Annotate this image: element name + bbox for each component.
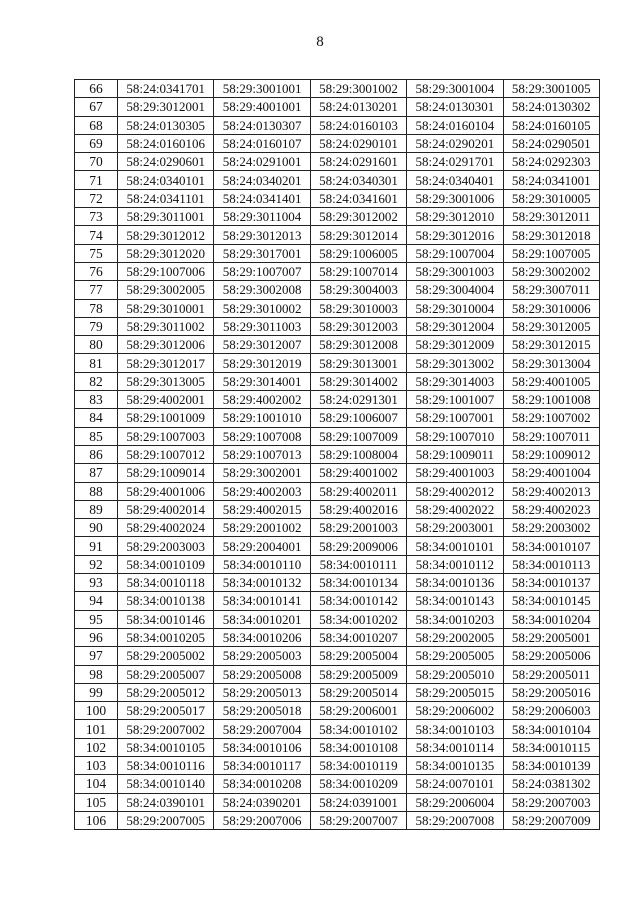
row-number: 66: [75, 80, 118, 98]
table-row: [75, 811, 600, 829]
row-number: 75: [75, 244, 118, 262]
cadastral-number-cell: 58:29:4002023: [503, 500, 599, 518]
table-row: [75, 226, 600, 244]
row-number: 82: [75, 372, 118, 390]
cadastral-number-cell: 58:29:4002001: [118, 391, 214, 409]
table-row: [75, 793, 600, 811]
cadastral-number-cell: 58:29:3010005: [503, 189, 599, 207]
row-number: 100: [75, 702, 118, 720]
cadastral-number-cell: 58:29:4002012: [407, 482, 503, 500]
cadastral-number-cell: 58:34:0010207: [310, 628, 406, 646]
cadastral-number-cell: 58:24:0160107: [214, 134, 310, 152]
cadastral-number-cell: 58:29:3001002: [310, 80, 406, 98]
cadastral-number-cell: 58:29:3012014: [310, 226, 406, 244]
cadastral-number-cell: 58:34:0010114: [407, 738, 503, 756]
table-row: [75, 116, 600, 134]
cadastral-number-cell: 58:29:3001006: [407, 189, 503, 207]
table-row: [75, 537, 600, 555]
row-number: 69: [75, 134, 118, 152]
cadastral-number-cell: 58:29:2007008: [407, 811, 503, 829]
table-row: [75, 354, 600, 372]
table-row: [75, 647, 600, 665]
cadastral-number-cell: 58:29:3001005: [503, 80, 599, 98]
cadastral-number-cell: 58:29:3002005: [118, 281, 214, 299]
cadastral-number-cell: 58:24:0341101: [118, 189, 214, 207]
cadastral-number-cell: 58:29:2007003: [503, 793, 599, 811]
cadastral-number-cell: 58:24:0130305: [118, 116, 214, 134]
cadastral-number-cell: 58:29:2006002: [407, 702, 503, 720]
row-number: 98: [75, 665, 118, 683]
table-row: [75, 482, 600, 500]
cadastral-number-cell: 58:34:0010112: [407, 555, 503, 573]
cadastral-number-cell: 58:29:3014001: [214, 372, 310, 390]
cadastral-number-cell: 58:34:0010206: [214, 628, 310, 646]
cadastral-quarters-table: [74, 79, 600, 830]
cadastral-number-cell: 58:34:0010106: [214, 738, 310, 756]
cadastral-number-cell: 58:24:0290201: [407, 134, 503, 152]
cadastral-number-cell: 58:29:1007006: [118, 262, 214, 280]
cadastral-number-cell: 58:34:0010134: [310, 574, 406, 592]
row-number: 72: [75, 189, 118, 207]
cadastral-number-cell: 58:29:3002002: [503, 262, 599, 280]
cadastral-number-cell: 58:29:3010003: [310, 299, 406, 317]
cadastral-number-cell: 58:29:2005011: [503, 665, 599, 683]
cadastral-number-cell: 58:24:0340301: [310, 171, 406, 189]
cadastral-number-cell: 58:34:0010103: [407, 720, 503, 738]
cadastral-number-cell: 58:34:0010142: [310, 592, 406, 610]
cadastral-number-cell: 58:29:2003003: [118, 537, 214, 555]
cadastral-number-cell: 58:34:0010118: [118, 574, 214, 592]
row-number: 102: [75, 738, 118, 756]
cadastral-number-cell: 58:29:1009012: [503, 445, 599, 463]
row-number: 71: [75, 171, 118, 189]
cadastral-number-cell: 58:29:3014002: [310, 372, 406, 390]
cadastral-number-cell: 58:34:0010139: [503, 756, 599, 774]
cadastral-number-cell: 58:29:2005018: [214, 702, 310, 720]
row-number: 74: [75, 226, 118, 244]
cadastral-number-cell: 58:34:0010204: [503, 610, 599, 628]
cadastral-number-cell: 58:29:1007007: [214, 262, 310, 280]
cadastral-number-cell: 58:34:0010203: [407, 610, 503, 628]
cadastral-number-cell: 58:29:3002008: [214, 281, 310, 299]
cadastral-number-cell: 58:29:1001010: [214, 409, 310, 427]
cadastral-number-cell: 58:29:4002016: [310, 500, 406, 518]
cadastral-number-cell: 58:29:3014003: [407, 372, 503, 390]
row-number: 104: [75, 775, 118, 793]
cadastral-number-cell: 58:29:1007013: [214, 445, 310, 463]
table-row: [75, 244, 600, 262]
cadastral-number-cell: 58:29:3011002: [118, 317, 214, 335]
page-number: 8: [316, 34, 324, 50]
table-body: [75, 80, 600, 830]
row-number: 73: [75, 208, 118, 226]
cadastral-number-cell: 58:24:0291601: [310, 153, 406, 171]
cadastral-number-cell: 58:29:1007003: [118, 427, 214, 445]
table-row: [75, 336, 600, 354]
row-number: 78: [75, 299, 118, 317]
cadastral-number-cell: 58:34:0010146: [118, 610, 214, 628]
cadastral-number-cell: 58:24:0160104: [407, 116, 503, 134]
cadastral-number-cell: 58:24:0290601: [118, 153, 214, 171]
table-row: [75, 775, 600, 793]
cadastral-number-cell: 58:29:2005005: [407, 647, 503, 665]
cadastral-number-cell: 58:29:4002015: [214, 500, 310, 518]
cadastral-number-cell: 58:29:1007002: [503, 409, 599, 427]
cadastral-number-cell: 58:29:3004003: [310, 281, 406, 299]
cadastral-number-cell: 58:34:0010108: [310, 738, 406, 756]
cadastral-number-cell: 58:29:2005009: [310, 665, 406, 683]
cadastral-number-cell: 58:29:3013001: [310, 354, 406, 372]
cadastral-number-cell: 58:34:0010143: [407, 592, 503, 610]
cadastral-number-cell: 58:24:0130301: [407, 98, 503, 116]
table-row: [75, 391, 600, 409]
cadastral-number-cell: 58:29:3012009: [407, 336, 503, 354]
cadastral-number-cell: 58:24:0340101: [118, 171, 214, 189]
cadastral-number-cell: 58:29:3012012: [118, 226, 214, 244]
cadastral-number-cell: 58:24:0341001: [503, 171, 599, 189]
cadastral-number-cell: 58:29:2001002: [214, 519, 310, 537]
cadastral-number-cell: 58:34:0010116: [118, 756, 214, 774]
table-row: [75, 464, 600, 482]
cadastral-number-cell: 58:29:3002001: [214, 464, 310, 482]
cadastral-number-cell: 58:29:3010002: [214, 299, 310, 317]
cadastral-number-cell: 58:34:0010107: [503, 537, 599, 555]
cadastral-number-cell: 58:29:3012016: [407, 226, 503, 244]
cadastral-number-cell: 58:34:0010138: [118, 592, 214, 610]
row-number: 91: [75, 537, 118, 555]
cadastral-number-cell: 58:29:2005007: [118, 665, 214, 683]
cadastral-number-cell: 58:29:3012001: [118, 98, 214, 116]
cadastral-number-cell: 58:34:0010104: [503, 720, 599, 738]
row-number: 92: [75, 555, 118, 573]
table-row: [75, 189, 600, 207]
cadastral-number-cell: 58:29:3012018: [503, 226, 599, 244]
row-number: 99: [75, 683, 118, 701]
cadastral-number-cell: 58:29:3011003: [214, 317, 310, 335]
cadastral-number-cell: 58:29:2007009: [503, 811, 599, 829]
row-number: 86: [75, 445, 118, 463]
table-row: [75, 628, 600, 646]
cadastral-number-cell: 58:24:0160105: [503, 116, 599, 134]
cadastral-number-cell: 58:29:1007011: [503, 427, 599, 445]
cadastral-number-cell: 58:29:1007012: [118, 445, 214, 463]
cadastral-number-cell: 58:29:4002003: [214, 482, 310, 500]
cadastral-number-cell: 58:24:0341601: [310, 189, 406, 207]
row-number: 70: [75, 153, 118, 171]
cadastral-number-cell: 58:29:4002022: [407, 500, 503, 518]
row-number: 76: [75, 262, 118, 280]
cadastral-number-cell: 58:29:3012013: [214, 226, 310, 244]
table-row: [75, 500, 600, 518]
cadastral-number-cell: 58:29:1007008: [214, 427, 310, 445]
cadastral-number-cell: 58:29:2005014: [310, 683, 406, 701]
cadastral-number-cell: 58:24:0291301: [310, 391, 406, 409]
table-row: [75, 574, 600, 592]
cadastral-number-cell: 58:34:0010110: [214, 555, 310, 573]
table-row: [75, 427, 600, 445]
cadastral-number-cell: 58:34:0010208: [214, 775, 310, 793]
cadastral-number-cell: 58:29:2006003: [503, 702, 599, 720]
row-number: 95: [75, 610, 118, 628]
cadastral-number-cell: 58:24:0130302: [503, 98, 599, 116]
cadastral-number-cell: 58:24:0291001: [214, 153, 310, 171]
cadastral-number-cell: 58:29:4002013: [503, 482, 599, 500]
cadastral-number-cell: 58:29:3001003: [407, 262, 503, 280]
cadastral-number-cell: 58:29:1007014: [310, 262, 406, 280]
row-number: 103: [75, 756, 118, 774]
table-row: [75, 317, 600, 335]
cadastral-number-cell: 58:24:0160106: [118, 134, 214, 152]
table-row: [75, 445, 600, 463]
row-number: 106: [75, 811, 118, 829]
cadastral-number-cell: 58:29:3012010: [407, 208, 503, 226]
table-row: [75, 610, 600, 628]
cadastral-number-cell: 58:24:0391001: [310, 793, 406, 811]
row-number: 81: [75, 354, 118, 372]
cadastral-number-cell: 58:29:2005017: [118, 702, 214, 720]
row-number: 93: [75, 574, 118, 592]
cadastral-number-cell: 58:29:2001003: [310, 519, 406, 537]
cadastral-number-cell: 58:34:0010141: [214, 592, 310, 610]
cadastral-number-cell: 58:34:0010202: [310, 610, 406, 628]
cadastral-number-cell: 58:29:4002002: [214, 391, 310, 409]
row-number: 67: [75, 98, 118, 116]
cadastral-number-cell: 58:29:3012015: [503, 336, 599, 354]
cadastral-number-cell: 58:34:0010111: [310, 555, 406, 573]
cadastral-number-cell: 58:29:4001001: [214, 98, 310, 116]
cadastral-number-cell: 58:29:4002011: [310, 482, 406, 500]
cadastral-number-cell: 58:29:3012002: [310, 208, 406, 226]
cadastral-number-cell: 58:29:1006007: [310, 409, 406, 427]
cadastral-number-cell: 58:29:2007002: [118, 720, 214, 738]
cadastral-number-cell: 58:34:0010109: [118, 555, 214, 573]
row-number: 77: [75, 281, 118, 299]
cadastral-number-cell: 58:29:1007009: [310, 427, 406, 445]
cadastral-number-cell: 58:29:2005003: [214, 647, 310, 665]
row-number: 89: [75, 500, 118, 518]
cadastral-number-cell: 58:29:2005010: [407, 665, 503, 683]
cadastral-number-cell: 58:34:0010113: [503, 555, 599, 573]
cadastral-number-cell: 58:29:4002024: [118, 519, 214, 537]
cadastral-number-cell: 58:29:1007004: [407, 244, 503, 262]
cadastral-number-cell: 58:29:1001008: [503, 391, 599, 409]
row-number: 87: [75, 464, 118, 482]
table-row: [75, 372, 600, 390]
cadastral-number-cell: 58:29:4001003: [407, 464, 503, 482]
cadastral-number-cell: 58:29:3012019: [214, 354, 310, 372]
cadastral-number-cell: 58:29:2007006: [214, 811, 310, 829]
table-row: [75, 756, 600, 774]
cadastral-number-cell: 58:34:0010201: [214, 610, 310, 628]
cadastral-number-cell: 58:29:3012011: [503, 208, 599, 226]
table-row: [75, 153, 600, 171]
cadastral-number-cell: 58:29:2002005: [407, 628, 503, 646]
cadastral-number-cell: 58:29:1009011: [407, 445, 503, 463]
cadastral-number-cell: 58:24:0291701: [407, 153, 503, 171]
cadastral-number-cell: 58:29:1007010: [407, 427, 503, 445]
cadastral-number-cell: 58:34:0010136: [407, 574, 503, 592]
cadastral-number-cell: 58:34:0010101: [407, 537, 503, 555]
table-row: [75, 409, 600, 427]
cadastral-number-cell: 58:29:3004004: [407, 281, 503, 299]
cadastral-number-cell: 58:29:3012007: [214, 336, 310, 354]
cadastral-number-cell: 58:29:3010001: [118, 299, 214, 317]
cadastral-number-cell: 58:29:3012005: [503, 317, 599, 335]
cadastral-number-cell: 58:29:3007011: [503, 281, 599, 299]
cadastral-number-cell: 58:24:0381302: [503, 775, 599, 793]
row-number: 90: [75, 519, 118, 537]
table-row: [75, 555, 600, 573]
cadastral-number-cell: 58:24:0340401: [407, 171, 503, 189]
cadastral-number-cell: 58:29:2007004: [214, 720, 310, 738]
cadastral-number-cell: 58:29:3013005: [118, 372, 214, 390]
cadastral-number-cell: 58:29:2005016: [503, 683, 599, 701]
cadastral-number-cell: 58:24:0070101: [407, 775, 503, 793]
cadastral-number-cell: 58:24:0130307: [214, 116, 310, 134]
row-number: 101: [75, 720, 118, 738]
table-row: [75, 592, 600, 610]
cadastral-number-cell: 58:29:2003002: [503, 519, 599, 537]
cadastral-number-cell: 58:34:0010119: [310, 756, 406, 774]
row-number: 79: [75, 317, 118, 335]
cadastral-number-cell: 58:29:3010004: [407, 299, 503, 317]
row-number: 97: [75, 647, 118, 665]
cadastral-number-cell: 58:29:4001006: [118, 482, 214, 500]
cadastral-number-cell: 58:29:3012003: [310, 317, 406, 335]
cadastral-number-cell: 58:29:3012017: [118, 354, 214, 372]
cadastral-number-cell: 58:29:1008004: [310, 445, 406, 463]
cadastral-number-cell: 58:29:1007001: [407, 409, 503, 427]
cadastral-number-cell: 58:29:3011001: [118, 208, 214, 226]
cadastral-number-cell: 58:29:2005004: [310, 647, 406, 665]
cadastral-number-cell: 58:24:0292303: [503, 153, 599, 171]
cadastral-number-cell: 58:29:3017001: [214, 244, 310, 262]
cadastral-number-cell: 58:29:4002014: [118, 500, 214, 518]
cadastral-number-cell: 58:34:0010140: [118, 775, 214, 793]
table-row: [75, 134, 600, 152]
cadastral-number-cell: 58:34:0010115: [503, 738, 599, 756]
cadastral-number-cell: 58:29:2005008: [214, 665, 310, 683]
cadastral-number-cell: 58:24:0390201: [214, 793, 310, 811]
row-number: 105: [75, 793, 118, 811]
cadastral-number-cell: 58:29:3001001: [214, 80, 310, 98]
table-row: [75, 665, 600, 683]
cadastral-number-cell: 58:24:0390101: [118, 793, 214, 811]
cadastral-number-cell: 58:24:0341401: [214, 189, 310, 207]
cadastral-number-cell: 58:34:0010145: [503, 592, 599, 610]
cadastral-number-cell: 58:29:1009014: [118, 464, 214, 482]
cadastral-number-cell: 58:24:0340201: [214, 171, 310, 189]
row-number: 68: [75, 116, 118, 134]
table-row: [75, 262, 600, 280]
table-row: [75, 702, 600, 720]
cadastral-number-cell: 58:29:2005001: [503, 628, 599, 646]
cadastral-number-cell: 58:29:3013004: [503, 354, 599, 372]
table-row: [75, 738, 600, 756]
cadastral-number-cell: 58:34:0010209: [310, 775, 406, 793]
cadastral-number-cell: 58:29:4001002: [310, 464, 406, 482]
row-number: 83: [75, 391, 118, 409]
cadastral-number-cell: 58:34:0010102: [310, 720, 406, 738]
cadastral-number-cell: 58:29:2005002: [118, 647, 214, 665]
cadastral-number-cell: 58:29:2007007: [310, 811, 406, 829]
row-number: 96: [75, 628, 118, 646]
cadastral-number-cell: 58:29:3010006: [503, 299, 599, 317]
cadastral-number-cell: 58:29:1006005: [310, 244, 406, 262]
table-row: [75, 720, 600, 738]
cadastral-number-cell: 58:29:3013002: [407, 354, 503, 372]
cadastral-number-cell: 58:34:0010205: [118, 628, 214, 646]
cadastral-number-cell: 58:29:2006001: [310, 702, 406, 720]
cadastral-number-cell: 58:29:2003001: [407, 519, 503, 537]
cadastral-number-cell: 58:29:4001005: [503, 372, 599, 390]
cadastral-number-cell: 58:34:0010137: [503, 574, 599, 592]
row-number: 84: [75, 409, 118, 427]
table-row: [75, 98, 600, 116]
cadastral-number-cell: 58:29:1007005: [503, 244, 599, 262]
table-row: [75, 171, 600, 189]
cadastral-number-cell: 58:34:0010105: [118, 738, 214, 756]
row-number: 94: [75, 592, 118, 610]
table-row: [75, 281, 600, 299]
cadastral-number-cell: 58:29:2007005: [118, 811, 214, 829]
cadastral-number-cell: 58:29:4001004: [503, 464, 599, 482]
cadastral-number-cell: 58:29:3001004: [407, 80, 503, 98]
row-number: 88: [75, 482, 118, 500]
table-row: [75, 299, 600, 317]
table-row: [75, 80, 600, 98]
cadastral-number-cell: 58:34:0010132: [214, 574, 310, 592]
cadastral-number-cell: 58:29:2005006: [503, 647, 599, 665]
cadastral-number-cell: 58:24:0290501: [503, 134, 599, 152]
cadastral-number-cell: 58:24:0160103: [310, 116, 406, 134]
cadastral-number-cell: 58:29:2004001: [214, 537, 310, 555]
cadastral-number-cell: 58:29:1001009: [118, 409, 214, 427]
cadastral-number-cell: 58:34:0010117: [214, 756, 310, 774]
cadastral-number-cell: 58:29:2005015: [407, 683, 503, 701]
row-number: 85: [75, 427, 118, 445]
cadastral-number-cell: 58:24:0130201: [310, 98, 406, 116]
cadastral-number-cell: 58:24:0290101: [310, 134, 406, 152]
cadastral-number-cell: 58:29:2009006: [310, 537, 406, 555]
cadastral-number-cell: 58:29:2005012: [118, 683, 214, 701]
cadastral-number-cell: 58:29:3012004: [407, 317, 503, 335]
cadastral-number-cell: 58:29:3012006: [118, 336, 214, 354]
table-row: [75, 519, 600, 537]
cadastral-number-cell: 58:24:0341701: [118, 80, 214, 98]
table-row: [75, 208, 600, 226]
row-number: 80: [75, 336, 118, 354]
cadastral-number-cell: 58:29:3011004: [214, 208, 310, 226]
cadastral-number-cell: 58:29:1001007: [407, 391, 503, 409]
cadastral-number-cell: 58:29:3012008: [310, 336, 406, 354]
cadastral-number-cell: 58:29:2006004: [407, 793, 503, 811]
table-row: [75, 683, 600, 701]
cadastral-number-cell: 58:29:3012020: [118, 244, 214, 262]
cadastral-number-cell: 58:34:0010135: [407, 756, 503, 774]
cadastral-number-cell: 58:29:2005013: [214, 683, 310, 701]
